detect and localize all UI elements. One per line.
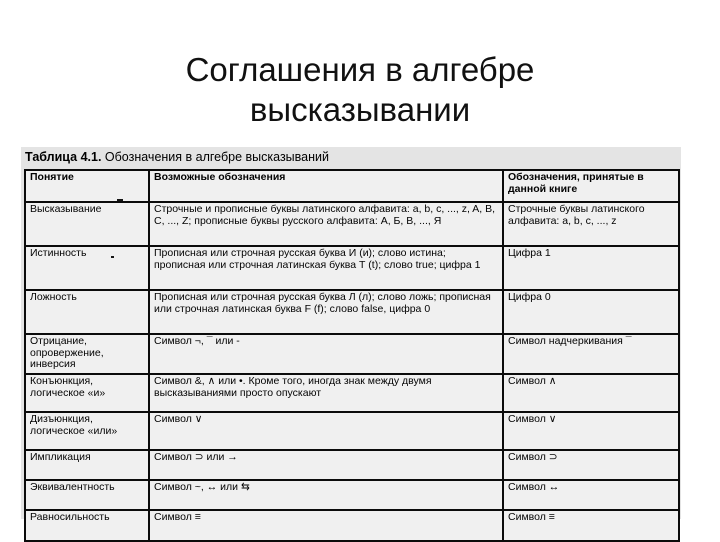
cell-notations: Символ ¬, ¯ или -: [149, 334, 503, 374]
slide-title-line-1: Соглашения в алгебре: [185, 51, 535, 88]
table-row: [25, 246, 679, 290]
table-row: [25, 412, 679, 450]
cell-notations: Символ ~, ↔ или ⇆: [149, 480, 503, 510]
cell-concept: Дизъюнкция, логическое «или»: [25, 412, 149, 450]
header-possible-notations: Возможные обозначения: [149, 170, 503, 202]
scan-speck-mark: [111, 256, 114, 258]
cell-notations: Строчные и прописные буквы латинского алфавита: a, b, c, ..., z, A, B, C, ..., Z; прописные буквы русского алфавита: А, Б, В, ..., Я: [149, 202, 503, 246]
table-header-row: [25, 170, 679, 202]
cell-book-notation: Цифра 0: [503, 290, 679, 334]
scanned-table-image: [21, 147, 681, 523]
table-row: [25, 480, 679, 510]
header-concept: Понятие: [25, 170, 149, 202]
cell-concept: Отрицание, опровержение, инверсия: [25, 334, 149, 374]
table-row: [25, 334, 679, 374]
scan-speck-mark: [117, 199, 123, 201]
cell-concept: Эквивалентность: [25, 480, 149, 510]
table-caption-label: Таблица 4.1.: [25, 150, 102, 164]
cell-notations: Символ &, ∧ или •. Кроме того, иногда знак между двумя высказываниями просто опускают: [149, 374, 503, 412]
cell-book-notation: Строчные буквы латинского алфавита: a, b, c, ..., z: [503, 202, 679, 246]
cell-book-notation: Символ ⊃: [503, 450, 679, 480]
cell-concept: Высказывание: [25, 202, 149, 246]
cell-book-notation: Символ ≡: [503, 510, 679, 541]
cell-book-notation: Символ ∨: [503, 412, 679, 450]
table-row: [25, 450, 679, 480]
cell-concept: Конъюнкция, логическое «и»: [25, 374, 149, 412]
slide-title-line-2: высказывании: [249, 91, 471, 128]
table-row: [25, 374, 679, 412]
slide-title: [0, 50, 720, 130]
cell-concept: Импликация: [25, 450, 149, 480]
cell-notations: Прописная или строчная русская буква И (и); слово истина; прописная или строчная латинская буква Т (t); слово true; цифра 1: [149, 246, 503, 290]
cell-book-notation: Символ надчеркивания ¯: [503, 334, 679, 374]
cell-notations: Прописная или строчная русская буква Л (л); слово ложь; прописная или строчная латинская буква F (f); слово false, цифра 0: [149, 290, 503, 334]
table-row: [25, 290, 679, 334]
table-row: [25, 510, 679, 541]
cell-book-notation: Цифра 1: [503, 246, 679, 290]
cell-book-notation: Символ ↔: [503, 480, 679, 510]
cell-book-notation: Символ ∧: [503, 374, 679, 412]
table-row: [25, 202, 679, 246]
header-book-notations: Обозначения, принятые в данной книге: [503, 170, 679, 202]
table-caption-text: Обозначения в алгебре высказываний: [104, 150, 329, 164]
cell-concept: Ложность: [25, 290, 149, 334]
cell-notations: Символ ≡: [149, 510, 503, 541]
cell-notations: Символ ∨: [149, 412, 503, 450]
cell-notations: Символ ⊃ или →: [149, 450, 503, 480]
cell-concept: Истинность: [25, 246, 149, 290]
table-caption: [25, 150, 329, 164]
notation-table: [24, 169, 680, 542]
cell-concept: Равносильность: [25, 510, 149, 541]
